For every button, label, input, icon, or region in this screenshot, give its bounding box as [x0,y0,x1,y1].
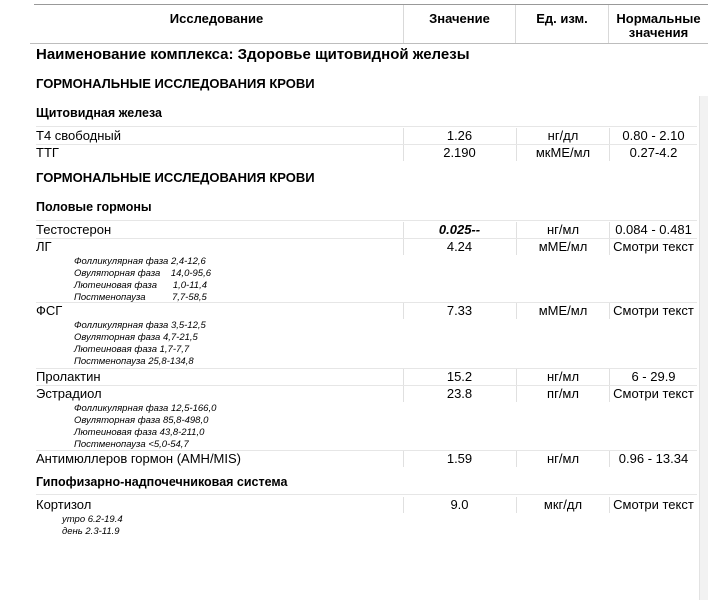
row-divider [36,126,697,127]
row-name: Антимюллеров гормон (AMH/MIS) [36,451,241,466]
lh-note-1: Фолликулярная фаза 2,4-12,6 [74,256,206,267]
estradiol-note-4: Постменопаузa <5,0-54,7 [74,439,189,450]
header-norm: Нормальные значения [608,5,708,43]
row-value: 4.24 [403,239,515,255]
row-name: Эстрадиол [36,386,102,401]
row-value: 23.8 [403,386,515,402]
row-unit: нг/мл [516,222,609,238]
row-unit: мкг/дл [516,497,609,513]
row-unit: нг/мл [516,369,609,385]
row-divider [36,494,697,495]
row-value: 1.59 [403,451,515,467]
row-value: 7.33 [403,303,515,319]
row-name: Пролактин [36,369,101,384]
subsection-pituitary-adrenal: Гипофизарно-надпочечниковая система [36,475,288,489]
row-norm: 6 - 29.9 [609,369,697,385]
header-value: Значение [403,5,515,43]
row-unit: пг/мл [516,386,609,402]
table-row-amh [36,451,697,467]
row-norm: Смотри текст [609,497,697,513]
estradiol-note-2: Овуляторная фаза 85,8-498,0 [74,415,209,426]
row-value: 1.26 [403,128,515,144]
table-row-testosterone [36,222,697,238]
row-value-flagged: 0.025-- [403,222,515,238]
row-value: 9.0 [403,497,515,513]
row-unit: мкМЕ/мл [516,145,609,161]
cortisol-note-1: утро 6.2-19.4 [62,514,123,525]
table-row-lh [36,239,697,255]
row-norm: Смотри текст [609,239,697,255]
fsh-note-4: Постменопауза 25,8-134,8 [74,356,194,367]
section-hormonal-2: ГОРМОНАЛЬНЫЕ ИССЛЕДОВАНИЯ КРОВИ [36,170,315,185]
section-hormonal-1: ГОРМОНАЛЬНЫЕ ИССЛЕДОВАНИЯ КРОВИ [36,76,315,91]
fsh-note-3: Лютеиновая фаза 1,7-7,7 [74,344,190,355]
row-name: ФСГ [36,303,63,318]
subsection-thyroid: Щитовидная железа [36,106,162,120]
estradiol-note-3: Лютеиновая фаза 43,8-211,0 [74,427,205,438]
row-unit: нг/мл [516,451,609,467]
lh-note-4: Постменопауза 7,7-58,5 [74,292,207,303]
row-unit: мМЕ/мл [516,239,609,255]
vertical-scrollbar[interactable] [699,96,708,600]
lh-note-2: Овуляторная фаза 14,0-95,6 [74,268,212,279]
row-value: 2.190 [403,145,515,161]
row-name: Т4 свободный [36,128,122,143]
table-row-fsh [36,303,697,319]
complex-title: Наименование комплекса: Здоровье щитовидной железы [36,46,470,63]
row-name: ТТГ [36,145,59,160]
row-norm: Смотри текст [609,386,697,402]
table-header [30,5,708,43]
fsh-note-2: Овуляторная фаза 4,7-21,5 [74,332,198,343]
estradiol-note-1: Фолликулярная фаза 12,5-166,0 [74,403,217,414]
row-unit: нг/дл [516,128,609,144]
header-divider [30,43,708,44]
header-unit: Ед. изм. [515,5,608,43]
cortisol-note-2: день 2.3-11.9 [62,526,120,537]
row-divider [36,220,697,221]
row-name: Кортизол [36,497,92,512]
subsection-sex-hormones: Половые гормоны [36,200,152,214]
row-norm: 0.96 - 13.34 [609,451,697,467]
header-study: Исследование [169,11,264,26]
row-name: ЛГ [36,239,52,254]
row-norm: 0.80 - 2.10 [609,128,697,144]
row-norm: 0.27-4.2 [609,145,697,161]
fsh-note-1: Фолликулярная фаза 3,5-12,5 [74,320,206,331]
row-norm: Смотри текст [609,303,697,319]
table-row-prolactin [36,369,697,385]
lh-note-3: Лютеиновая фаза 1,0-11,4 [74,280,207,291]
table-row-estradiol [36,386,697,402]
table-row-cortisol [36,497,697,513]
table-row-tsh [36,145,697,161]
row-name: Тестостерон [36,222,112,237]
row-unit: мМЕ/мл [516,303,609,319]
table-row-t4 [36,128,697,144]
row-value: 15.2 [403,369,515,385]
row-norm: 0.084 - 0.481 [609,222,697,238]
